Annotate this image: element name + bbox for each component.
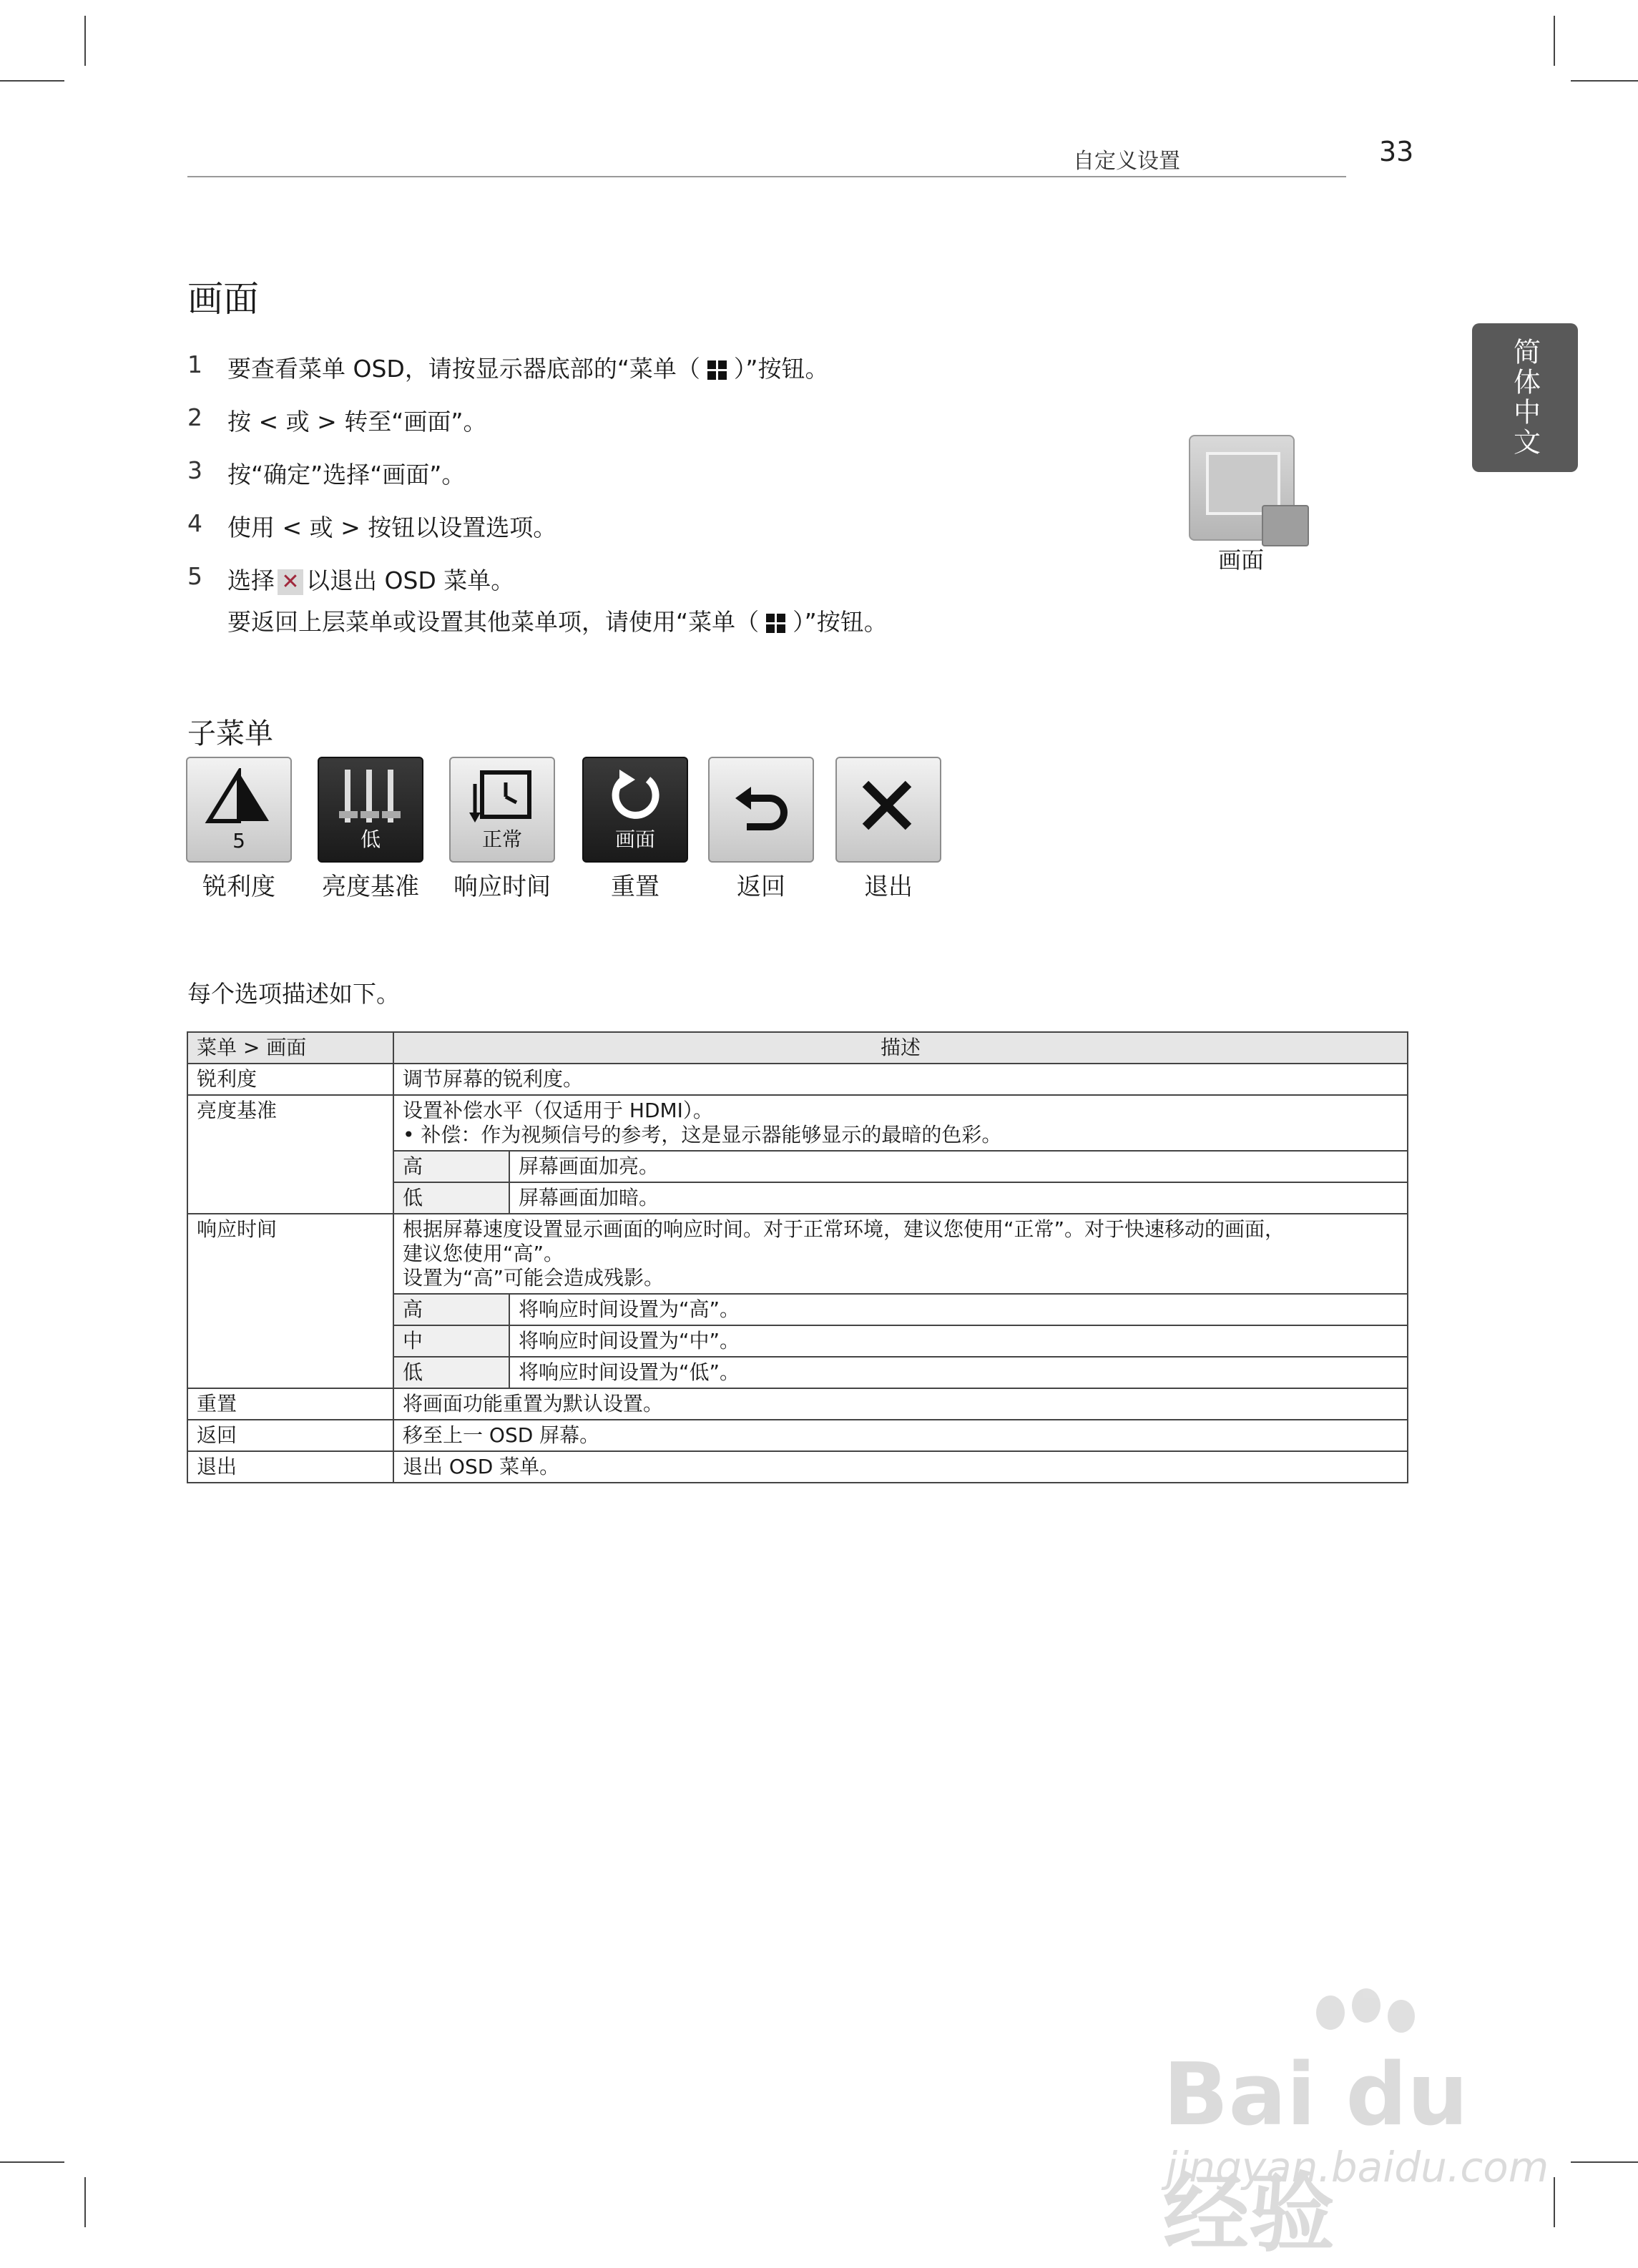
- submenu-value: 低: [360, 828, 381, 851]
- crop-mark: [84, 16, 86, 66]
- submenu-label: 返回: [737, 873, 785, 901]
- step-subtext: 要返回上层菜单或设置其他菜单项，请使用“菜单（: [227, 608, 760, 636]
- back-arrow-icon: [725, 777, 797, 841]
- step-text: 使用 < 或 > 按钮以设置选项。: [227, 514, 557, 541]
- crop-mark: [1554, 16, 1555, 66]
- sub-option-description: 屏幕画面加亮。: [509, 1151, 1408, 1182]
- exit-x-icon: ✕: [278, 569, 303, 595]
- option-description: 移至上一 OSD 屏幕。: [393, 1420, 1408, 1451]
- table-row: [187, 1451, 1408, 1483]
- picture-icon-label: 画面: [1217, 546, 1264, 574]
- description-line: 建议您使用“高”。: [403, 1242, 564, 1265]
- close-x-icon: [853, 777, 924, 841]
- submenu-label: 亮度基准: [322, 873, 419, 901]
- submenu-exit[interactable]: [835, 757, 941, 902]
- description-line: 设置补偿水平（仅适用于 HDMI）。: [403, 1099, 713, 1122]
- submenu-response-time[interactable]: [449, 757, 555, 902]
- description-line: • 补偿：作为视频信号的参考，这是显示器能够显示的最暗的色彩。: [403, 1123, 1002, 1147]
- crop-mark: [1571, 2161, 1638, 2163]
- sub-option-description: 将响应时间设置为“中”。: [509, 1325, 1408, 1357]
- header-rule: [187, 176, 1346, 177]
- sub-option-name: 中: [393, 1325, 509, 1357]
- baidu-watermark: [1144, 1988, 1549, 2264]
- clock-icon: [466, 768, 538, 825]
- header-section-name: 自定义设置: [1073, 149, 1180, 174]
- step-text: ）”按钮。: [733, 355, 829, 383]
- step-text: 以退出 OSD 菜单。: [306, 566, 515, 594]
- sliders-icon: [335, 768, 406, 825]
- step-subtext: ）”按钮。: [793, 608, 888, 636]
- crop-mark: [84, 2177, 86, 2227]
- submenu-title: 子菜单: [187, 717, 273, 750]
- description-table: [187, 1031, 1408, 1483]
- sub-option-name: 高: [393, 1151, 509, 1182]
- picture-folder-icon: [1189, 435, 1295, 541]
- table-row: [187, 1420, 1408, 1451]
- table-row: [187, 1095, 1408, 1151]
- step-text: 要查看菜单 OSD，请按显示器底部的“菜单（: [227, 355, 700, 383]
- sub-option-name: 低: [393, 1357, 509, 1388]
- submenu-label: 重置: [611, 873, 659, 901]
- step-text: 选择: [227, 566, 275, 594]
- crop-mark: [1571, 80, 1638, 82]
- sub-option-name: 高: [393, 1294, 509, 1325]
- table-header-row: [187, 1032, 1408, 1064]
- option-name: 响应时间: [187, 1214, 393, 1388]
- crop-mark: [0, 2161, 64, 2163]
- sub-option-description: 将响应时间设置为“低”。: [509, 1357, 1408, 1388]
- step-number: 4: [187, 509, 202, 537]
- submenu-label: 锐利度: [202, 873, 275, 901]
- language-tab: 简体中文: [1472, 323, 1578, 472]
- reset-arrow-icon: [599, 768, 671, 825]
- table-header-description: 描述: [393, 1032, 1408, 1064]
- watermark-url: jingyan.baidu.com: [1166, 2143, 1549, 2191]
- intro-text: 每个选项描述如下。: [187, 980, 400, 1008]
- step-text: 按“确定”选择“画面”。: [227, 461, 466, 489]
- option-name: 重置: [187, 1388, 393, 1420]
- step-number: 3: [187, 456, 202, 484]
- option-name: 锐利度: [187, 1064, 393, 1095]
- table-row: [187, 1064, 1408, 1095]
- page-number: 33: [1379, 136, 1414, 167]
- table-header-menu: 菜单 > 画面: [187, 1032, 393, 1064]
- section-title: 画面: [187, 278, 259, 320]
- submenu-value: 正常: [481, 828, 522, 851]
- step-number: 1: [187, 350, 202, 378]
- sub-option-name: 低: [393, 1182, 509, 1214]
- crop-mark: [1554, 2177, 1555, 2227]
- sub-option-description: 屏幕画面加暗。: [509, 1182, 1408, 1214]
- option-description: 调节屏幕的锐利度。: [393, 1064, 1408, 1095]
- submenu-back[interactable]: [708, 757, 814, 902]
- option-description: [393, 1214, 1408, 1294]
- option-description: [393, 1095, 1408, 1151]
- sharpness-triangle-icon: [203, 768, 275, 825]
- submenu-sharpness[interactable]: [186, 757, 292, 902]
- menu-icon: [766, 614, 785, 633]
- watermark-brand: Bai du 经验: [1163, 2046, 1468, 2264]
- option-name: 返回: [187, 1420, 393, 1451]
- submenu-label: 退出: [864, 873, 913, 901]
- option-name: 亮度基准: [187, 1095, 393, 1214]
- description-line: 根据屏幕速度设置显示画面的响应时间。对于正常环境，建议您使用“正常”。对于快速移动的画面，: [403, 1217, 1285, 1241]
- submenu-reset[interactable]: [582, 757, 688, 902]
- table-row: [187, 1214, 1408, 1294]
- submenu-value: 画面: [614, 828, 655, 851]
- step-number: 2: [187, 403, 202, 431]
- sub-option-description: 将响应时间设置为“高”。: [509, 1294, 1408, 1325]
- menu-icon: [707, 360, 727, 380]
- option-description: 退出 OSD 菜单。: [393, 1451, 1408, 1483]
- option-name: 退出: [187, 1451, 393, 1483]
- step-text: 按 < 或 > 转至“画面”。: [227, 408, 487, 436]
- option-description: 将画面功能重置为默认设置。: [393, 1388, 1408, 1420]
- step-number: 5: [187, 562, 202, 590]
- submenu-black-level[interactable]: [318, 757, 423, 902]
- submenu-value: 5: [232, 829, 245, 853]
- submenu-label: 响应时间: [453, 873, 551, 901]
- table-row: [187, 1388, 1408, 1420]
- crop-mark: [0, 80, 64, 82]
- description-line: 设置为“高”可能会造成残影。: [403, 1266, 664, 1290]
